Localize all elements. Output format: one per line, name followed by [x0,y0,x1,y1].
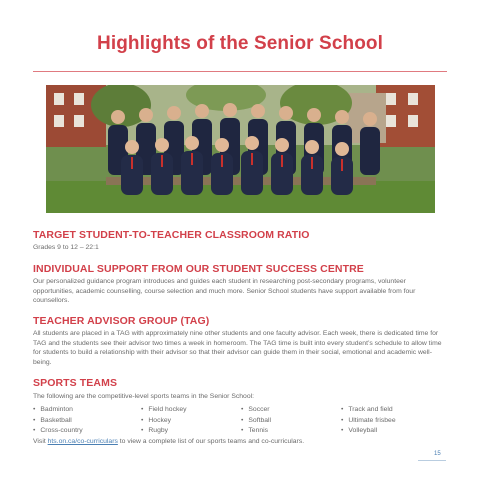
group-photo-illustration [46,85,435,213]
sport-item: • Track and field [341,405,396,416]
visit-prefix: Visit [33,438,48,445]
ratio-body: Grades 9 to 12 – 22:1 [33,244,99,251]
co-curriculars-link[interactable]: hts.on.ca/co-curriculars [47,438,118,445]
sports-column-3 [241,405,271,437]
sports-heading: SPORTS TEAMS [33,377,118,389]
sport-item: • Tennis [241,426,271,437]
title-divider [33,71,447,72]
sport-item: • Field hockey [141,405,187,416]
sport-item: • Cross-country [33,426,83,437]
sports-column-2 [141,405,187,437]
page-number-rule [418,460,446,461]
sport-item: • Hockey [141,416,187,427]
sport-item: • Basketball [33,416,83,427]
sport-item: • Badminton [33,405,83,416]
ratio-heading: TARGET STUDENT-TO-TEACHER CLASSROOM RATIO [33,229,310,241]
support-heading: INDIVIDUAL SUPPORT FROM OUR STUDENT SUCCESS CENTRE [33,263,364,275]
sports-column-4 [341,405,396,437]
support-body: Our personalized guidance program introduces and guides each student in researching post-secondary programs, volunteer opportunities, academic counselling, course selection and much more. Senior School students have support available from four counsellors. [33,278,416,305]
visit-suffix: to view a complete list of our sports teams and co-curriculars. [117,438,305,445]
group-photo [46,85,435,213]
visit-text [33,438,304,445]
page-title: Highlights of the Senior School [97,33,383,54]
sport-item: • Soccer [241,405,271,416]
sport-item: • Softball [241,416,271,427]
sport-item: • Volleyball [341,426,396,437]
sport-item: • Ultimate frisbee [341,416,396,427]
tag-body: All students are placed in a TAG with approximately nine other students and one faculty advisor. Each week, there is dedicated time for TAG and the students see their advisor two times a week in homeroom. The TAG time is built into every student’s schedule to allow time for students to build a relationship with their advisor so that their advisor can guide them in their social, emotional and academic well-being. [33,330,442,366]
sport-item: • Rugby [141,426,187,437]
sports-column-1 [33,405,83,437]
tag-heading: TEACHER ADVISOR GROUP (TAG) [33,315,210,327]
page-number: 15 [434,451,441,457]
sports-intro: The following are the competitive-level sports teams in the Senior School: [33,393,255,400]
